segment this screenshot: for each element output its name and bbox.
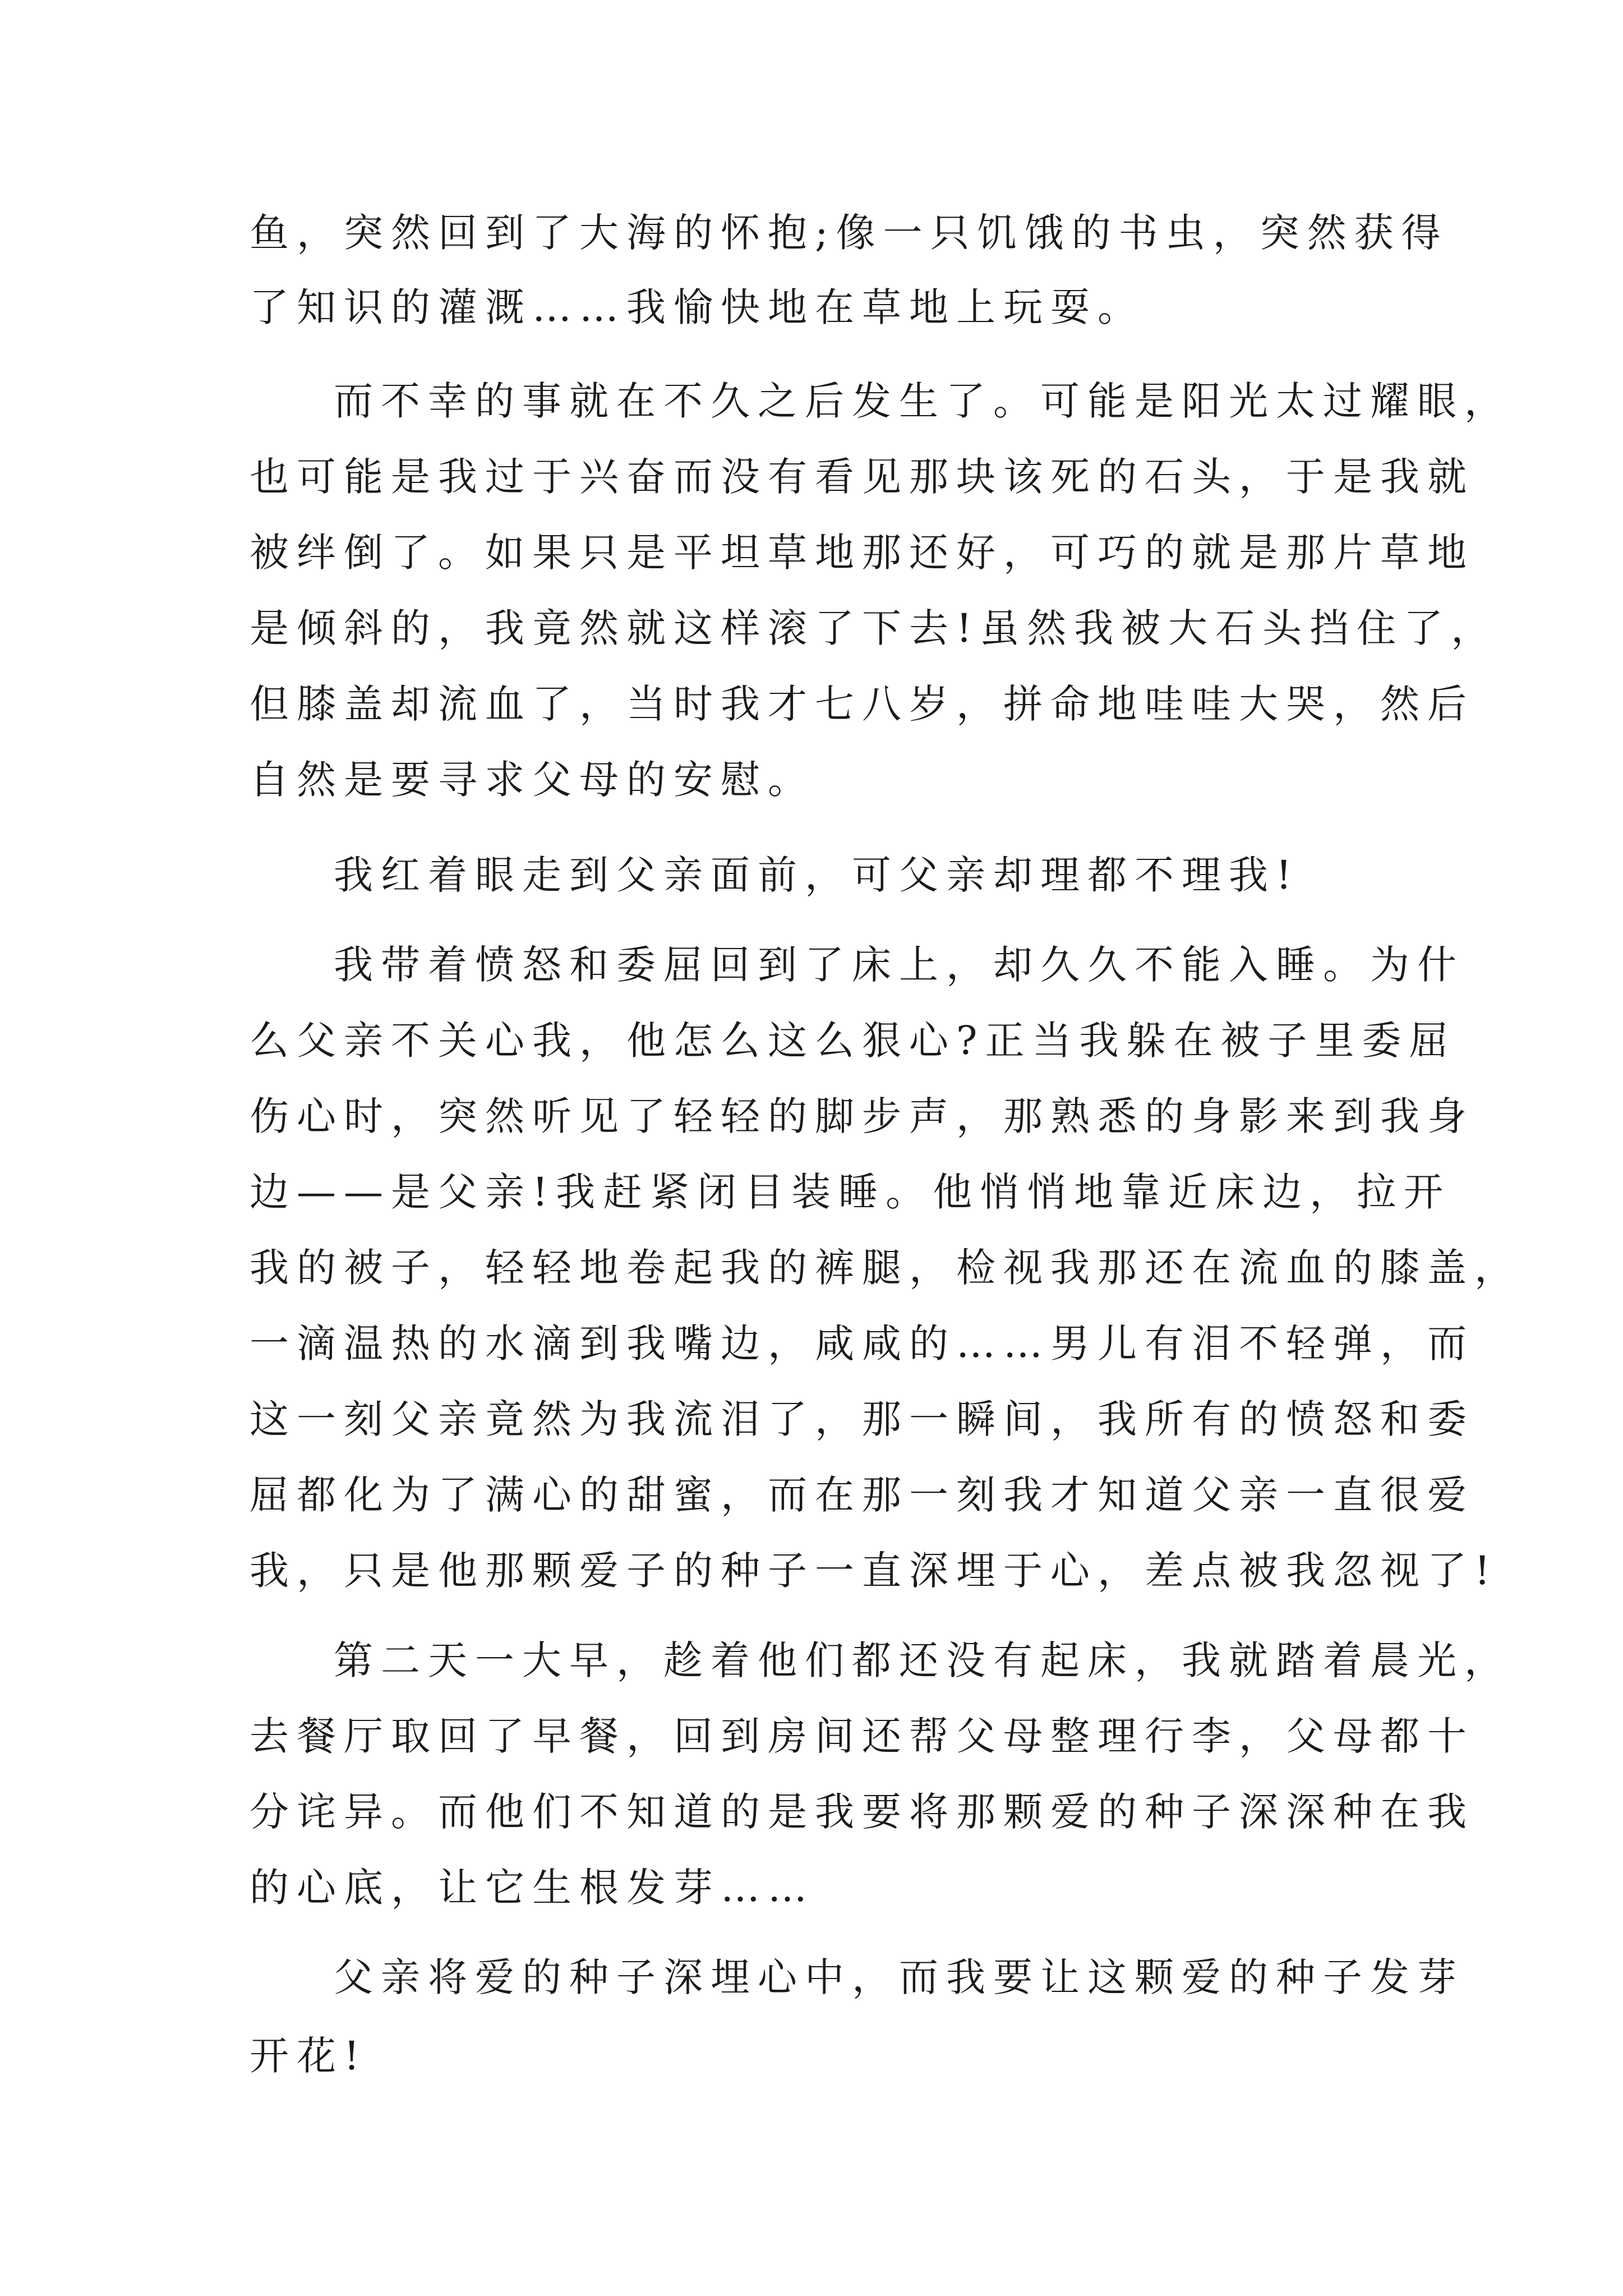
text-line: 我，只是他那颗爱子的种子一直深埋于心，差点被我忽视了! [250, 1548, 1498, 1594]
text-line: 是倾斜的，我竟然就这样滚了下去!虽然我被大石头挡住了， [250, 605, 1498, 651]
text-line: 这一刻父亲竟然为我流泪了，那一瞬间，我所有的愤怒和委 [250, 1396, 1474, 1442]
text-line: 鱼，突然回到了大海的怀抱;像一只饥饿的书虫，突然获得 [250, 210, 1449, 256]
paragraph-start-line: 父亲将爱的种子深埋心中，而我要让这颗爱的种子发芽 [334, 1954, 1464, 2000]
text-line: 的心底，让它生根发芽…… [250, 1865, 815, 1911]
text-line: 自然是要寻求父母的安慰。 [250, 757, 815, 803]
text-line: 分诧异。而他们不知道的是我要将那颗爱的种子深深种在我 [250, 1789, 1474, 1835]
text-line: 一滴温热的水滴到我嘴边，咸咸的……男儿有泪不轻弹，而 [250, 1320, 1474, 1366]
text-line: 但膝盖却流血了，当时我才七八岁，拼命地哇哇大哭，然后 [250, 681, 1474, 727]
text-line: 被绊倒了。如果只是平坦草地那还好，可巧的就是那片草地 [250, 530, 1474, 576]
text-line: 边——是父亲!我赶紧闭目装睡。他悄悄地靠近床边，拉开 [250, 1169, 1451, 1215]
paragraph-start-line: 而不幸的事就在不久之后发生了。可能是阳光太过耀眼， [334, 378, 1511, 424]
text-line: 去餐厅取回了早餐，回到房间还帮父母整理行李，父母都十 [250, 1713, 1474, 1759]
text-line: 了知识的灌溉……我愉快地在草地上玩耍。 [250, 284, 1145, 330]
text-line: 也可能是我过于兴奋而没有看见那块该死的石头，于是我就 [250, 454, 1474, 500]
text-line: 开花! [250, 2033, 368, 2079]
paragraph-start-line: 我红着眼走到父亲面前，可父亲却理都不理我! [334, 852, 1300, 898]
text-line: 我的被子，轻轻地卷起我的裤腿，检视我那还在流血的膝盖， [250, 1245, 1521, 1291]
text-line: 么父亲不关心我，他怎么这么狠心?正当我躲在被子里委屈 [250, 1018, 1456, 1064]
paragraph-start-line: 第二天一大早，趁着他们都还没有起床，我就踏着晨光， [334, 1637, 1511, 1683]
text-line: 屈都化为了满心的甜蜜，而在那一刻我才知道父亲一直很爱 [250, 1472, 1474, 1518]
paragraph-start-line: 我带着愤怒和委屈回到了床上，却久久不能入睡。为什 [334, 942, 1464, 988]
text-line: 伤心时，突然听见了轻轻的脚步声，那熟悉的身影来到我身 [250, 1093, 1474, 1139]
